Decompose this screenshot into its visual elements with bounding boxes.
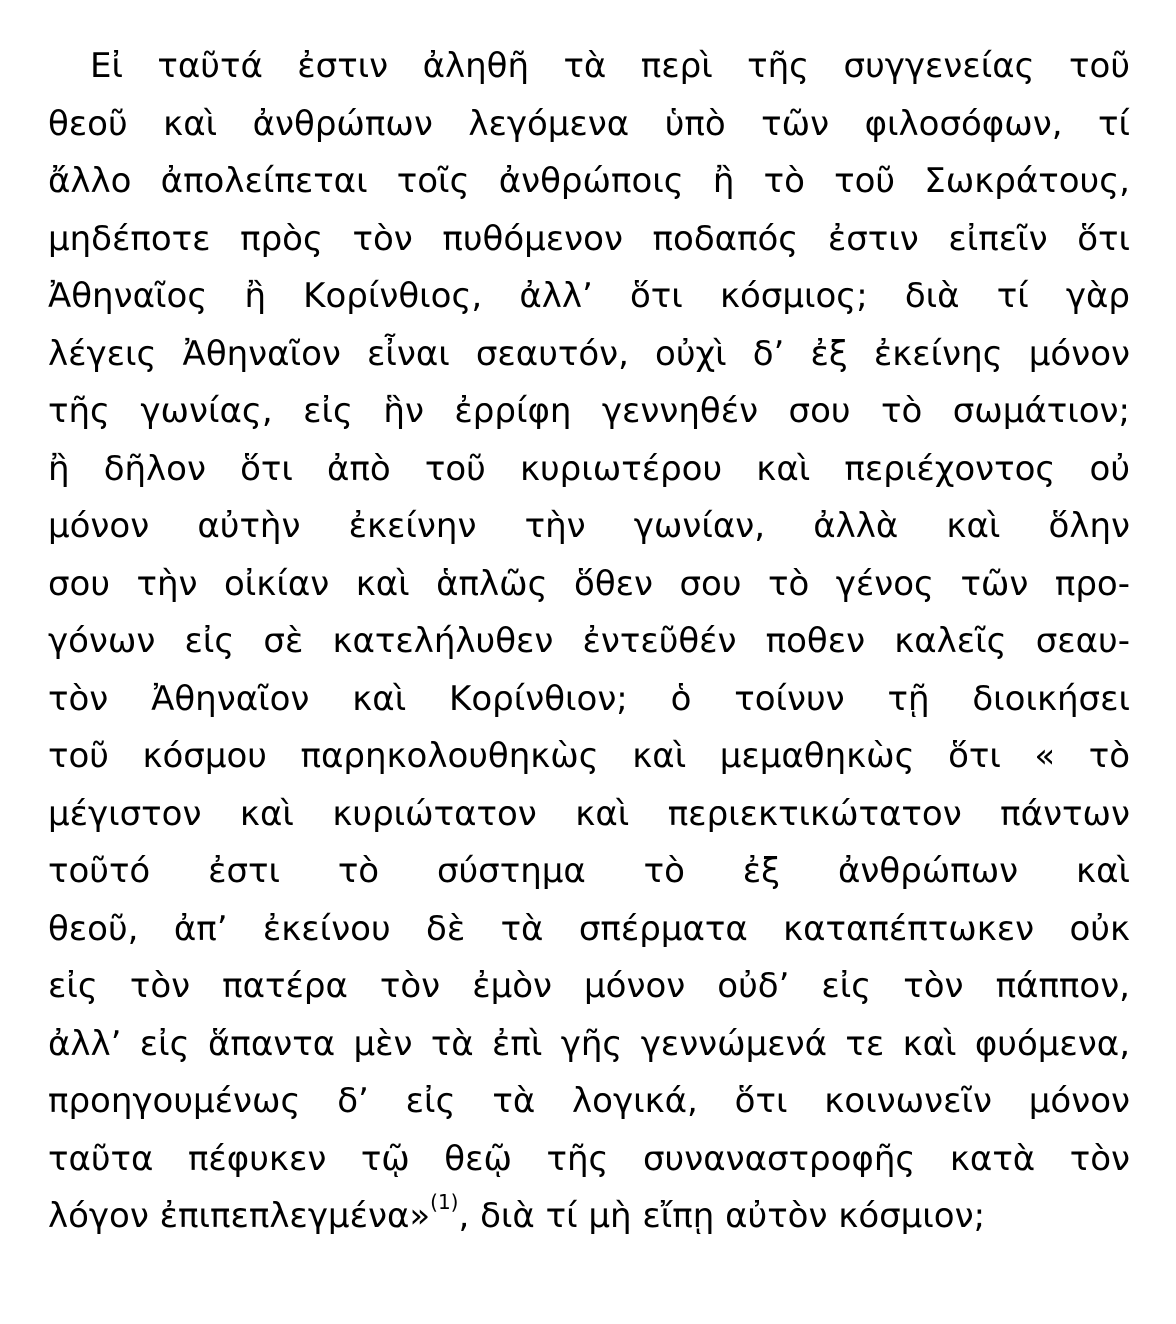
text-line: γόνων εἰς σὲ κατελήλυθεν ἐντεῦθέν ποθεν καλεῖς σεαυ- [48, 621, 1130, 661]
text-line: σου τὴν οἰκίαν καὶ ἁπλῶς ὅθεν σου τὸ γένος τῶν προ- [48, 563, 1130, 604]
text-line: μέγιστον καὶ κυριώτατον καὶ περιεκτικώτατον πάντων [48, 793, 1130, 834]
text-line: λέγεις Ἀθηναῖον εἶναι σεαυτόν, οὐχὶ δ’ ἐξ ἐκείνης μόνον [48, 333, 1130, 374]
text-line: ἄλλο ἀπολείπεται τοῖς ἀνθρώποις ἢ τὸ τοῦ Σωκράτους, [48, 161, 1130, 201]
text-line: τοῦτό ἐστι τὸ σύστημα τὸ ἐξ ἀνθρώπων καὶ [48, 851, 1130, 891]
text-line-last [48, 1188, 1130, 1246]
text-line: μόνον αὐτὴν ἐκείνην τὴν γωνίαν, ἀλλὰ καὶ ὅλην [48, 506, 1130, 546]
text-line: προηγουμένως δ’ εἰς τὰ λογικά, ὅτι κοινωνεῖν μόνον [48, 1081, 1130, 1121]
text-line: τοῦ κόσμου παρηκολουθηκὼς καὶ μεμαθηκὼς ὅτι « τὸ [48, 736, 1130, 776]
text-line: τῆς γωνίας, εἰς ἣν ἐρρίφη γεννηθέν σου τὸ σωμάτιον; [48, 391, 1130, 431]
text-line: τὸν Ἀθηναῖον καὶ Κορίνθιον; ὁ τοίνυν τῇ διοικήσει [48, 678, 1130, 719]
text-line: ἢ δῆλον ὅτι ἀπὸ τοῦ κυριωτέρου καὶ περιέχοντος οὐ [48, 448, 1130, 489]
text-line: μηδέποτε πρὸς τὸν πυθόμενον ποδαπός ἐστιν εἰπεῖν ὅτι [48, 218, 1130, 259]
greek-text-page [48, 38, 1130, 1246]
text-line: εἰς τὸν πατέρα τὸν ἐμὸν μόνον οὐδ’ εἰς τὸν πάππον, [48, 966, 1130, 1006]
text-line: ἀλλ’ εἰς ἅπαντα μὲν τὰ ἐπὶ γῆς γεννώμενά τε καὶ φυόμενα, [48, 1023, 1130, 1064]
text-line: θεοῦ, ἀπ’ ἐκείνου δὲ τὰ σπέρματα καταπέπτωκεν οὐκ [48, 908, 1130, 949]
last-line-start: λόγον ἐπιπεπλεγμένα» [48, 1196, 431, 1236]
greek-paragraph [48, 38, 1130, 1246]
text-line: θεοῦ καὶ ἀνθρώπων λεγόμενα ὑπὸ τῶν φιλοσόφων, τί [48, 103, 1130, 144]
text-line: ταῦτα πέφυκεν τῷ θεῷ τῆς συναναστροφῆς κατὰ τὸν [48, 1138, 1130, 1179]
text-line: Ἀθηναῖος ἢ Κορίνθιος, ἀλλ’ ὅτι κόσμιος; διὰ τί γὰρ [48, 276, 1130, 316]
text-line: Εἰ ταῦτά ἐστιν ἀληθῆ τὰ περὶ τῆς συγγενείας τοῦ [90, 46, 1130, 86]
last-line-end: , διὰ τί μὴ εἴπῃ αὐτὸν κόσμιον; [458, 1196, 986, 1236]
footnote-marker: (1) [430, 1190, 459, 1214]
